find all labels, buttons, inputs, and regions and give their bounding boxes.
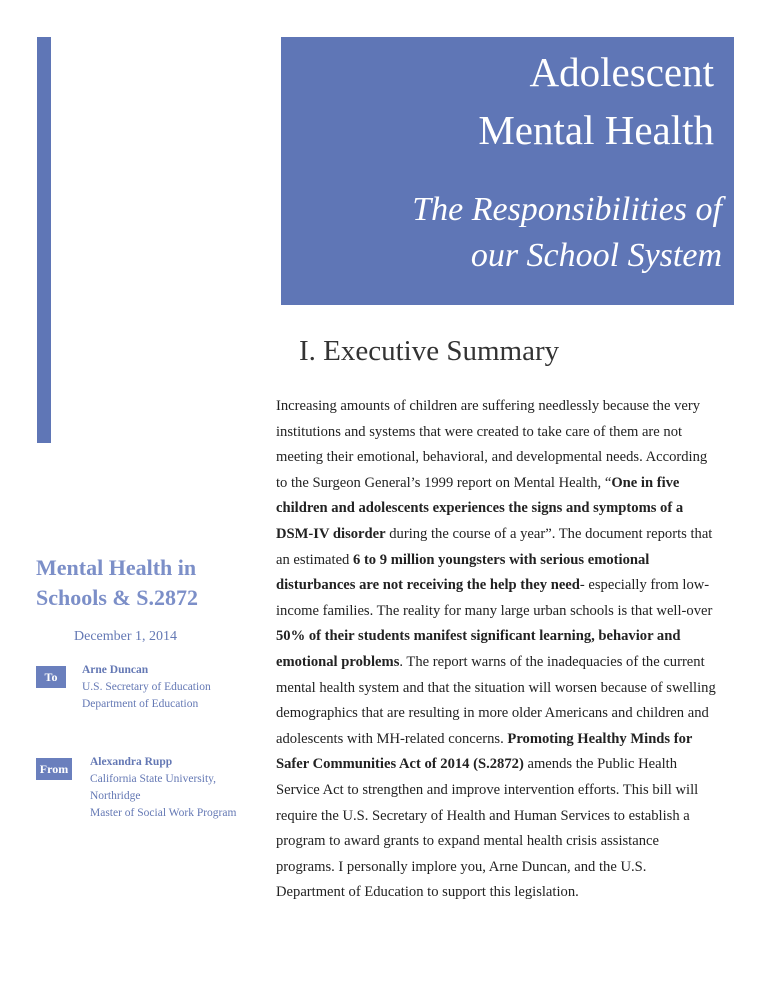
memo-heading-line-1: Mental Health in (36, 555, 197, 580)
summary-bold-4: Promoting Healthy Minds for Safer Communities Act of 2014 (S.2872) (276, 730, 693, 773)
executive-summary-text (276, 394, 716, 906)
to-recipient-line-2: Department of Education (82, 698, 199, 710)
summary-text-3: - especially from low-income families. The reality for many large urban schools is that well-over (276, 577, 713, 619)
summary-text-1: Increasing amounts of children are suffering needlessly because the very institutions and systems that were created to take care of them are not meeting their emotional, behavioral, and developmental needs. According to the Surgeon General’s 1999 report on Mental Health, “ (276, 398, 708, 491)
from-sender-line-1: California State University, (90, 773, 217, 785)
from-sender-name: Alexandra Rupp (90, 756, 173, 768)
memo-heading (36, 553, 266, 613)
summary-text-5: amends the Public Health Service Act to strengthen and improve intervention efforts. This bill will require the U.S. Secretary of Health and Human Services to establish a program to award grants to expand mental health crisis assistance programs. I personally implore you, Arne Duncan, and the U.S. Department of Education to support this legislation. (276, 756, 699, 901)
summary-text-4: . The report warns of the inadequacies of the current mental health system and that the situation will worsen because of swelling demographics that are resulting in more older Americans and children and adolescents with MH-related concerns. (276, 653, 716, 747)
document-title (478, 43, 714, 159)
section-heading: I. Executive Summary (299, 335, 560, 367)
to-recipient-line-1: U.S. Secretary of Education (82, 681, 211, 693)
title-line-2: Mental Health (478, 107, 714, 153)
summary-bold-2: 6 to 9 million youngsters with serious emotional disturbances are not receiving the help they need (276, 551, 650, 594)
summary-text-2: during the course of a year”. The document reports that an estimated (276, 525, 713, 568)
summary-bold-3: 50% of their students manifest significant learning, behavior and emotional problems (276, 628, 681, 670)
memo-date: December 1, 2014 (74, 629, 178, 644)
subtitle-line-1: The Responsibilities of (412, 191, 722, 228)
from-sender-line-3: Master of Social Work Program (90, 807, 237, 819)
from-sender-line-2: Northridge (90, 790, 141, 802)
subtitle-line-2: our School System (470, 237, 722, 274)
to-recipient-name: Arne Duncan (82, 664, 149, 676)
from-sender (90, 754, 236, 822)
from-label-badge: From (36, 758, 72, 780)
title-banner (281, 37, 734, 305)
title-line-1: Adolescent (529, 49, 714, 95)
to-recipient (82, 662, 211, 713)
summary-bold-1: One in five children and adolescents experiences the signs and symptoms of a DSM-IV disorder (276, 474, 684, 542)
document-subtitle (412, 187, 722, 279)
memo-heading-line-2: Schools & S.2872 (36, 585, 198, 610)
side-accent-bar (37, 37, 51, 443)
to-label-badge: To (36, 666, 66, 688)
